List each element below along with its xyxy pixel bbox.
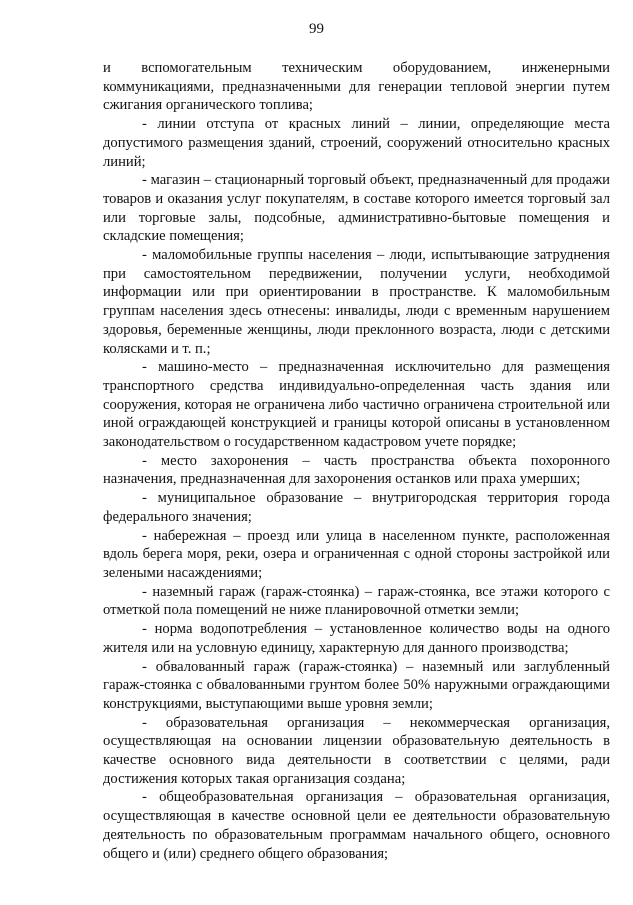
definition-paragraph: - образовательная организация – некоммерческая организация, осуществляющая на основании лицензии образовательную деятельность в качестве основного вида деятельности в соответствии с целями, ради достижения которых такая организация создана; (103, 714, 610, 787)
page-number: 99 (309, 21, 324, 37)
paragraph-continuation: и вспомогательным техническим оборудованием, инженерными коммуникациями, предназначенными для генерации тепловой энергии путем сжигания органического топлива; (103, 60, 610, 114)
definition-paragraph: - магазин – стационарный торговый объект, предназначенный для продажи товаров и оказания услуг покупателям, в составе которого имеется торговый зал или торговые залы, подсобные, административно-бытовые помещения и складские помещения; (103, 172, 610, 245)
document-body (103, 59, 610, 863)
definition-paragraph: - обвалованный гараж (гараж-стоянка) – наземный или заглубленный гараж-стоянка с обвалованными грунтом более 50% наружными ограждающими конструкциями, выступающими выше уровня земли; (103, 658, 610, 712)
definition-paragraph: - наземный гараж (гараж-стоянка) – гараж-стоянка, все этажи которого с отметкой пола помещений не ниже планировочной отметки земли; (103, 583, 610, 619)
definition-paragraph: - общеобразовательная организация – образовательная организация, осуществляющая в качестве основной цели ее деятельности образовательную деятельность по образовательным программам начального общего, основного общего и (или) среднего общего образования; (103, 789, 610, 862)
definition-paragraph: - линии отступа от красных линий – линии, определяющие места допустимого размещения зданий, строений, сооружений относительно красных линий; (103, 116, 610, 170)
definition-paragraph: - маломобильные группы населения – люди, испытывающие затруднения при самостоятельном передвижении, получении услуги, необходимой информации или при ориентировании в пространстве. К маломобильным группам населения здесь отнесены: инвалиды, люди с временным нарушением здоровья, беременные женщины, люди преклонного возраста, люди с детскими колясками и т. п.; (103, 247, 610, 357)
definition-paragraph: - место захоронения – часть пространства объекта похоронного назначения, предназначенная для захоронения останков или праха умерших; (103, 452, 610, 488)
definition-paragraph: - муниципальное образование – внутригородская территория города федерального значения; (103, 490, 610, 525)
definition-paragraph: - норма водопотребления – установленное количество воды на одного жителя или на условную единицу, характерную для данного производства; (103, 621, 610, 656)
definition-paragraph: - набережная – проезд или улица в населенном пункте, расположенная вдоль берега моря, реки, озера и ограниченная с одной стороны застройкой или зелеными насаждениями; (103, 527, 610, 581)
definition-paragraph: - машино-место – предназначенная исключительно для размещения транспортного средства индивидуально-определенная часть здания или сооружения, которая не ограничена либо частично ограничена строительной или иной ограждающей конструкцией и границы которой описаны в установленном законодательством о государственном кадастровом учете порядке; (103, 359, 610, 451)
